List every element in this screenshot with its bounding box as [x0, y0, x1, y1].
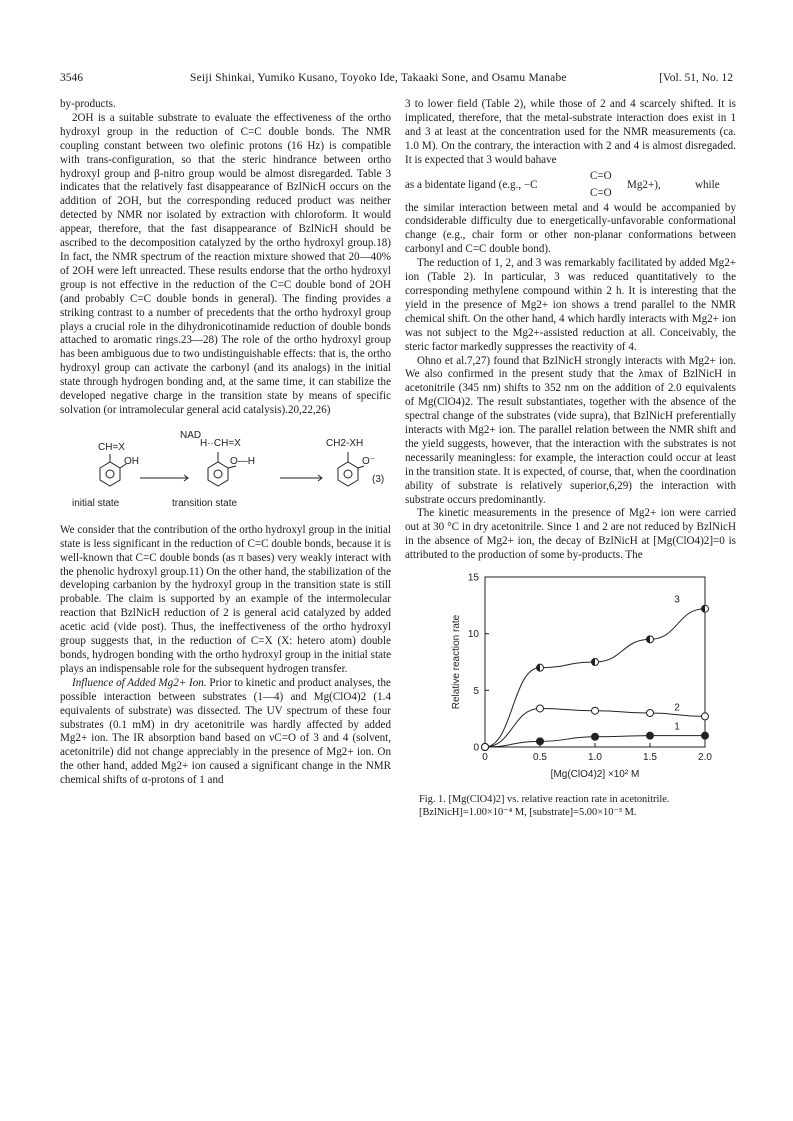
series-curve-3 — [485, 609, 705, 747]
origin-point — [482, 744, 489, 751]
benzene-ring-transition — [208, 462, 228, 486]
figure-1 — [405, 569, 736, 789]
data-point-1 — [537, 738, 544, 745]
benzene-ring-initial — [100, 462, 120, 486]
running-header — [60, 72, 733, 90]
section-heading: Influence of Added Mg2+ Ion. — [72, 676, 207, 689]
data-point-1 — [702, 732, 709, 739]
left-column — [60, 98, 391, 788]
bidentate-ligand-formula: as a bidentate ligand (e.g., −C C=O C=O Mg2+), while — [405, 169, 720, 199]
ligand-mg: Mg2+), — [627, 178, 661, 191]
x-tick-label: 0.5 — [533, 752, 547, 764]
ligand-top: C=O — [590, 169, 612, 182]
right-column — [405, 98, 736, 819]
x-axis-label: [Mg(ClO4)2] ×10² M — [550, 769, 640, 781]
page-number: 3546 — [60, 72, 83, 84]
transition-group-label: H··CH=X — [200, 437, 241, 449]
paragraph: The kinetic measurements in the presence of Mg2+ ion were carried out at 30 °C in dry acetonitrile. Since 1 and 2 are not reduced by BzlNicH in the absence of Mg2+ ion, the decay of BzlNicH at [Mg(ClO4)2]=0 is attributed to the production of some by-products. The — [405, 507, 736, 562]
paragraph: The reduction of 1, 2, and 3 was remarkably facilitated by added Mg2+ ion (Table 2). In particular, 3 was reduced quantitatively to the corresponding methylene compound within 2 h. It is interesting that the yield in the presence of Mg2+ ion shows a trend parallel to the NMR chemical shift. On the other hand, 4 which hardly interacts with Mg2+ ion was not subject to the Mg2+-assisted reduction at all. Conceivably, the steric factor markedly suppresses the reactivity of 4. — [405, 257, 736, 353]
series-label-2: 2 — [674, 702, 680, 714]
initial-state-label: initial state — [72, 497, 120, 509]
paragraph: the similar interaction between metal and 4 would be accompanied by condsiderable difficulty due to energetically-unfavorable conformational change (e.g., chair form or other non-planar conformations between carbonyl and C=C double bond). — [405, 201, 736, 256]
author-line: Seiji Shinkai, Yumiko Kusano, Toyoko Ide, Takaaki Sone, and Osamu Manabe — [190, 72, 567, 84]
x-tick-label: 1.5 — [643, 752, 657, 764]
data-point-2 — [537, 705, 544, 712]
series-label-3: 3 — [674, 594, 680, 606]
x-tick-label: 1.0 — [588, 752, 602, 764]
y-tick-label: 10 — [467, 629, 479, 641]
product-group-label: CH2-XH — [326, 437, 364, 449]
nad-label: NAD — [180, 429, 202, 441]
y-tick-label: 5 — [473, 685, 479, 697]
figure-caption: Fig. 1. [Mg(ClO4)2] vs. relative reaction rate in acetonitrile. [BzlNicH]=1.00×10⁻⁴ M, [substrate]=5.00×10⁻³ M. — [419, 794, 670, 819]
data-point-2 — [702, 713, 709, 720]
transition-oh-label: O—H — [230, 455, 255, 467]
volume-info: [Vol. 51, No. 12 — [659, 72, 733, 84]
paragraph: 3 to lower field (Table 2), while those of 2 and 4 scarcely shifted. It is implicated, therefore, that the metal-substrate interaction does exist in 1 and 3 at least at the concentration used for the NMR measurements (ca. 1.0 M). On the contrary, the interaction with 2 and 4 is almost disregaded. It is expected that 3 would bahave — [405, 98, 736, 166]
y-axis-label: Relative reaction rate — [451, 614, 462, 710]
equation-number: (3) — [372, 473, 385, 485]
data-point-1 — [592, 733, 599, 740]
transition-state-label: transition state — [172, 497, 238, 509]
data-point-1 — [647, 732, 654, 739]
paragraph: by-products. — [60, 98, 116, 110]
initial-oh-label: OH — [124, 455, 139, 467]
reaction-scheme-drawing — [60, 426, 391, 518]
x-tick-label: 0 — [482, 752, 488, 764]
aromatic-circle — [106, 470, 114, 478]
paragraph: Ohno et al.7,27) found that BzlNicH strongly interacts with Mg2+ ion. We also confirmed in the present study that the λmax of BzlNicH in acetonitrile (345 nm) shifts to 352 nm on the addition of 2.0 equivalents of Mg(ClO4)2. The result substantiates, together with the absence of the spectral change of the substrates (vide supra), that BzlNicH preferentially interacts with Mg2+ ion. The parallel relation between the NMR shift and the yield suggests, however, that the interaction with the substrates is not necessarily meaningless: for example, the interaction could occur at least in the transition state. It is expected, of course, that, when the coordination ability of substrate is relatively superior,6,29) the interaction with substrate occurs predominantly. — [405, 354, 736, 506]
data-point-2 — [592, 707, 599, 714]
paragraph: We consider that the contribution of the ortho hydroxyl group in the initial state is less significant in the reduction of C=C double bonds, because it is well-known that C=C double bonds (as π bases) very weakly interact with the phenolic hydroxyl group.11) On the other hand, the stabilization of the developing carbanion by the hydroxyl group in the transition state is still probable. The claim is supported by an example of the intermolecular reaction that BzlNicH reduction of 2 is general acid catalyzed by added acetic acid (vide post). Thus, the ineffectiveness of the ortho hydroxyl group suggests that, in the reduction of C=X (X: hetero atom) double bonds, hydrogen bonding with the ortho hydroxyl group in the initial state plays an indispensable role for the subsequent hydrogen transfer. — [60, 523, 391, 675]
x-tick-label: 2.0 — [698, 752, 712, 764]
benzene-ring-product — [338, 462, 358, 486]
paragraph: 2OH is a suitable substrate to evaluate the effectiveness of the ortho hydroxyl group in the reduction of C=C double bonds. The NMR coupling constant between two olefinic protons (16 Hz) is compatible with trans-configuration, so that the steric hindrance between ortho hydroxyl group and β-nitro group would be almost disregarded. Table 3 indicates that the relatively fast disappearance of BzlNicH occurs on the addition of 2OH, but the corresponding reduced product was neither detected by NMR nor isolated by extraction with chloroform. It would appear, therefore, that the fast disappearance of BzlNicH should be ascribed to the decomposition catalyzed by the ortho hydroxyl group.18) In fact, the NMR spectrum of the reaction mixture showed that 20—40% of 2OH were left unreacted. These results endorse that the ortho hydroxyl group is not effective in the reduction of the C=C double bond of 2OH (and probably C=C double bonds in general). The finding provides a striking contrast to a number of precedents that the ortho hydroxyl group plays a crucial role in the dihydronicotinamide reduction of double bonds attached to aromatic rings.23—28) The role of the ortho hydroxyl group has been ambiguous due to two undistinguishable effects: that is, the ortho hydroxyl group can activate the carbonyl (and its analogs) in the initial state through hydrogen bonding and, at the same time, it can stabilize the developed negative charge in the transition state by means of specific solvation (or intramolecular general acid catalysis).20,22,26) — [60, 111, 391, 416]
ligand-bottom: C=O — [590, 186, 612, 199]
rate-chart — [405, 569, 736, 789]
paragraph: Influence of Added Mg2+ Ion. Prior to kinetic and product analyses, the possible interaction between substrates (1—4) and Mg(ClO4)2 (1.4 equivalents of substrate) was dissected. The UV spectrum of these four substrates (0.1 mM) in dry acetonitrile was hardly affected by added Mg2+ ion. The IR absorption band based on νC=O of 3 and 4 (solvent, acetonitrile) did not change appreciably in the presence of Mg2+ ion. On the other hand, added Mg2+ ion caused a significant change in the NMR chemical shifts of α-protons of 1 and — [60, 676, 391, 787]
y-tick-label: 15 — [467, 572, 479, 584]
series-label-1: 1 — [674, 721, 680, 733]
initial-group-label: CH=X — [98, 441, 125, 453]
data-point-2 — [647, 710, 654, 717]
product-o-label: O⁻ — [362, 455, 376, 467]
y-tick-label: 0 — [473, 742, 479, 754]
reaction-scheme — [60, 426, 391, 518]
